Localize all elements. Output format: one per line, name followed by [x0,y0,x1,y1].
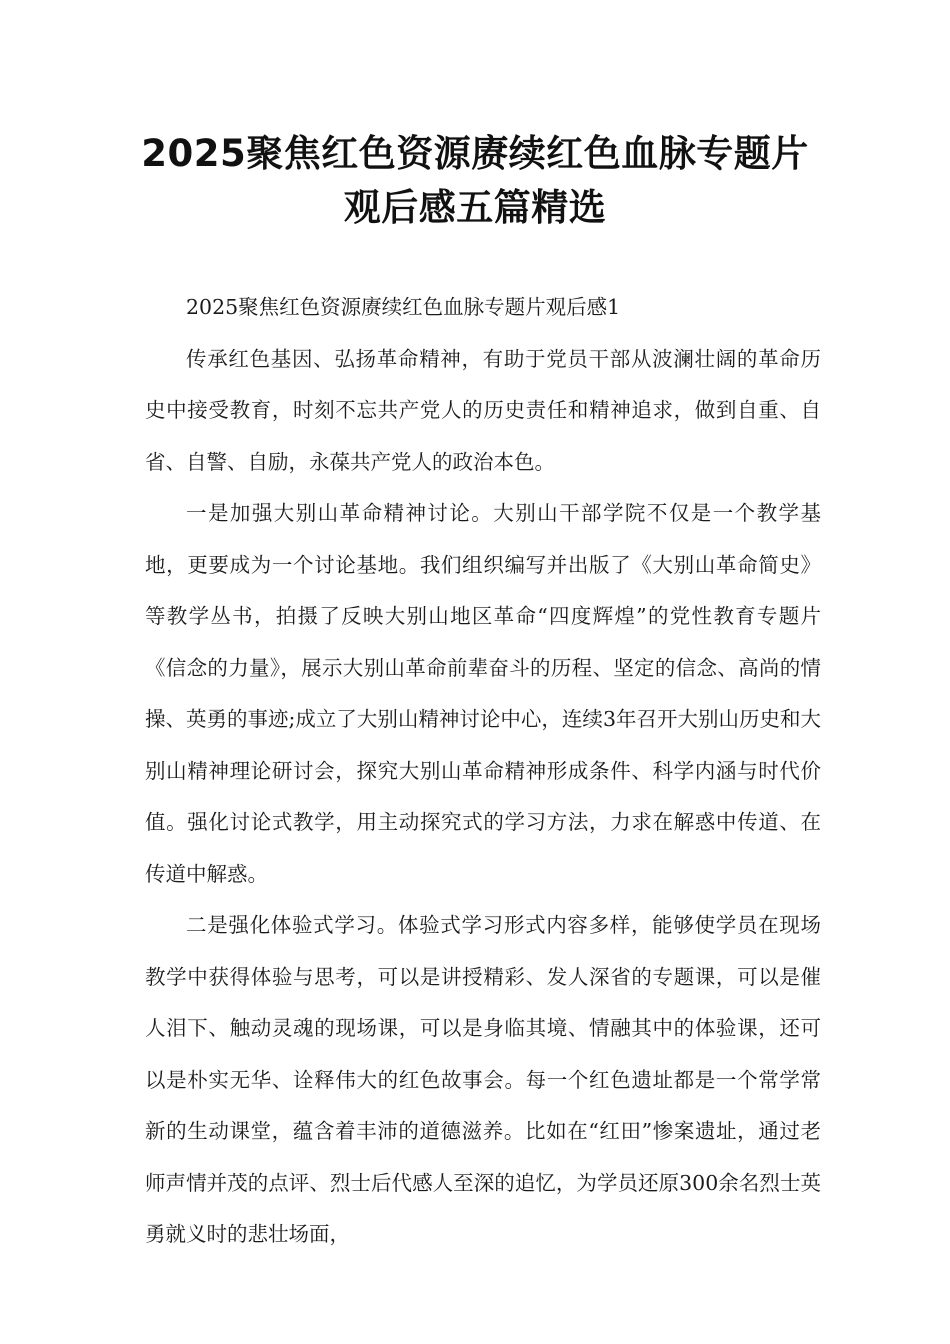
document-title [120,127,830,235]
document-title-line-1: 2025聚焦红色资源赓续红色血脉专题片 [141,132,809,175]
article-subheading: 2025聚焦红色资源赓续红色血脉专题片观后感1 [186,295,621,319]
paragraph-point-two: 二是强化体验式学习。体验式学习形式内容多样，能够使学员在现场教学中获得体验与思考，可以是讲授精彩、发人深省的专题课，可以是催人泪下、触动灵魂的现场课，可以是身临其境、情融其中的体验课，还可以是朴实无华、诠释伟大的红色故事会。每一个红色遗址都是一个常学常新的生动课堂，蕴含着丰沛的道德滋养。比如在“红田”惨案遗址，通过老师声情并茂的点评、烈士后代感人至深的追忆，为学员还原300余名烈士英勇就义时的悲壮场面， [145,913,821,1246]
document-title-line-2: 观后感五篇精选 [343,186,607,229]
paragraph-point-one: 一是加强大别山革命精神讨论。大别山干部学院不仅是一个教学基地，更要成为一个讨论基地。我们组织编写并出版了《大别山革命简史》等教学丛书，拍摄了反映大别山地区革命“四度辉煌”的党性教育专题片《信念的力量》，展示大别山革命前辈奋斗的历程、坚定的信念、高尚的情操、英勇的事迹;成立了大别山精神讨论中心，连续3年召开大别山历史和大别山精神理论研讨会，探究大别山革命精神形成条件、科学内涵与时代价值。强化讨论式教学，用主动探究式的学习方法，力求在解惑中传道、在传道中解惑。 [145,501,821,886]
paragraph-intro: 传承红色基因、弘扬革命精神，有助于党员干部从波澜壮阔的革命历史中接受教育，时刻不忘共产党人的历史责任和精神追求，做到自重、自省、自警、自励，永葆共产党人的政治本色。 [145,346,821,474]
document-body [145,282,821,1261]
